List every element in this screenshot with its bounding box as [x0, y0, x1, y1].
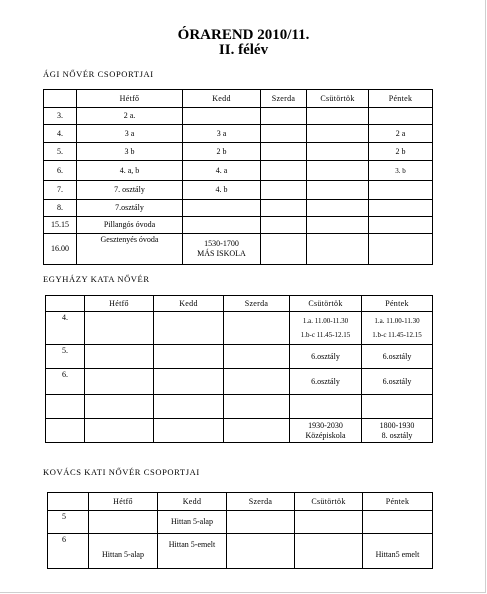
- header-day: Szerda: [227, 493, 295, 511]
- lesson-cell: 1800-1930 8. osztály: [362, 419, 433, 443]
- time-cell: 8.: [44, 200, 77, 217]
- header-day: Kedd: [158, 493, 227, 511]
- lesson-cell: [307, 108, 369, 125]
- lesson-cell: [261, 125, 307, 143]
- lesson-cell: [307, 125, 369, 143]
- lesson-cell: [261, 143, 307, 161]
- lesson-cell: Gesztenyés óvoda: [77, 234, 183, 265]
- lesson-cell: [85, 419, 154, 443]
- lesson-cell: [224, 419, 290, 443]
- section-heading-egyhazy: EGYHÁZY KATA NŐVÉR: [43, 274, 150, 284]
- header-day: Csütörtök: [307, 90, 369, 108]
- header-day: Péntek: [369, 90, 433, 108]
- lesson-cell: [295, 511, 363, 534]
- lesson-cell: [369, 200, 433, 217]
- header-day: Csütörtök: [295, 493, 363, 511]
- header-day: Hétfő: [77, 90, 183, 108]
- table-header-row: [44, 90, 433, 108]
- lesson-cell: [261, 234, 307, 265]
- lesson-cell: [307, 181, 369, 200]
- lesson-cell: [307, 161, 369, 181]
- lesson-cell: [85, 312, 154, 345]
- table-header-row: [46, 296, 433, 312]
- lesson-cell: Hittan 5-alap: [158, 511, 227, 534]
- time-cell: 6: [48, 534, 89, 569]
- document-subtitle: II. félév: [218, 42, 269, 58]
- lesson-cell: Hittan5 emelt: [363, 534, 433, 569]
- lesson-cell: Pillangós óvoda: [77, 217, 183, 234]
- lesson-cell: [85, 369, 154, 395]
- lesson-cell: [307, 143, 369, 161]
- lesson-cell: 3 b: [77, 143, 183, 161]
- lesson-cell: [227, 511, 295, 534]
- lesson-cell: [224, 369, 290, 395]
- lesson-cell: 1530-1700 MÁS ISKOLA: [183, 234, 261, 265]
- lesson-cell: [183, 217, 261, 234]
- lesson-cell: 6.osztály: [290, 345, 362, 369]
- lesson-cell: Hittan 5-emelt: [158, 534, 227, 569]
- table-row: [44, 200, 433, 217]
- lesson-cell: 6.osztály: [362, 369, 433, 395]
- time-cell: 6.: [44, 161, 77, 181]
- header-day: Szerda: [261, 90, 307, 108]
- lesson-cell: 2 a.: [77, 108, 183, 125]
- header-day: Csütörtök: [290, 296, 362, 312]
- lesson-cell: [290, 395, 362, 419]
- table-row: [46, 345, 433, 369]
- header-time: [48, 493, 89, 511]
- lesson-cell: [261, 161, 307, 181]
- time-cell: 6.: [46, 369, 85, 395]
- time-cell: 3.: [44, 108, 77, 125]
- schedule-table-agi: [43, 89, 433, 265]
- schedule-table-egyhazy: [45, 295, 433, 443]
- lesson-cell: [363, 511, 433, 534]
- lesson-cell: 1.a. 11.00-11.30 1.b-c 11.45-12.15: [362, 312, 433, 345]
- lesson-cell: 3. b: [369, 161, 433, 181]
- lesson-cell: [369, 234, 433, 265]
- lesson-cell: [307, 200, 369, 217]
- lesson-cell: 4. a: [183, 161, 261, 181]
- lesson-cell: [224, 345, 290, 369]
- time-cell: 5: [48, 511, 89, 534]
- lesson-cell: [183, 108, 261, 125]
- time-cell: 7.: [44, 181, 77, 200]
- lesson-cell: Hittan 5-alap: [89, 534, 158, 569]
- document-title: ÓRAREND 2010/11.: [177, 27, 310, 43]
- lesson-cell: [154, 345, 224, 369]
- lesson-cell: [362, 395, 433, 419]
- time-cell: 5.: [44, 143, 77, 161]
- lesson-cell: 4. b: [183, 181, 261, 200]
- table-row: [48, 511, 433, 534]
- lesson-cell: 1.a. 11.00-11.30 1.b-c 11.45-12.15: [290, 312, 362, 345]
- time-cell: 5.: [46, 345, 85, 369]
- table-row: [44, 125, 433, 143]
- section-heading-agi: ÁGI NŐVÉR CSOPORTJAI: [43, 69, 154, 79]
- time-cell: 4.: [44, 125, 77, 143]
- lesson-cell: 2 b: [369, 143, 433, 161]
- lesson-cell: [369, 217, 433, 234]
- schedule-table-kovacs: [47, 492, 433, 569]
- table-row: [46, 369, 433, 395]
- header-day: Szerda: [224, 296, 290, 312]
- lesson-cell: [261, 108, 307, 125]
- lesson-cell: 2 b: [183, 143, 261, 161]
- header-day: Hétfő: [85, 296, 154, 312]
- time-cell: [46, 419, 85, 443]
- time-cell: 4.: [46, 312, 85, 345]
- table-row: [44, 181, 433, 200]
- table-row: [46, 419, 433, 443]
- lesson-cell: [154, 419, 224, 443]
- time-cell: [46, 395, 85, 419]
- table-row: [46, 312, 433, 345]
- lesson-cell: 7.osztály: [77, 200, 183, 217]
- lesson-cell: [183, 200, 261, 217]
- lesson-cell: [227, 534, 295, 569]
- time-cell: 15.15: [44, 217, 77, 234]
- lesson-cell: [154, 312, 224, 345]
- lesson-cell: [295, 534, 363, 569]
- table-row: [46, 395, 433, 419]
- lesson-cell: 2 a: [369, 125, 433, 143]
- lesson-cell: 6.osztály: [362, 345, 433, 369]
- lesson-cell: [89, 511, 158, 534]
- header-day: Péntek: [362, 296, 433, 312]
- lesson-cell: 7. osztály: [77, 181, 183, 200]
- header-day: Kedd: [183, 90, 261, 108]
- lesson-cell: [261, 181, 307, 200]
- lesson-cell: 3 a: [77, 125, 183, 143]
- lesson-cell: [85, 395, 154, 419]
- header-time: [44, 90, 77, 108]
- lesson-cell: [307, 217, 369, 234]
- header-day: Péntek: [363, 493, 433, 511]
- table-row: [44, 108, 433, 125]
- table-row: [48, 534, 433, 569]
- lesson-cell: [261, 217, 307, 234]
- lesson-cell: [154, 369, 224, 395]
- table-row: [44, 234, 433, 265]
- lesson-cell: [85, 345, 154, 369]
- header-day: Hétfő: [89, 493, 158, 511]
- table-row: [44, 161, 433, 181]
- table-row: [44, 143, 433, 161]
- header-day: Kedd: [154, 296, 224, 312]
- section-heading-kovacs: KOVÁCS KATI NŐVÉR CSOPORTJAI: [43, 467, 200, 477]
- table-row: [44, 217, 433, 234]
- lesson-cell: [369, 181, 433, 200]
- header-time: [46, 296, 85, 312]
- lesson-cell: [307, 234, 369, 265]
- lesson-cell: [154, 395, 224, 419]
- time-cell: 16.00: [44, 234, 77, 265]
- lesson-cell: 3 a: [183, 125, 261, 143]
- lesson-cell: 6.osztály: [290, 369, 362, 395]
- table-header-row: [48, 493, 433, 511]
- lesson-cell: [224, 395, 290, 419]
- lesson-cell: [261, 200, 307, 217]
- lesson-cell: [369, 108, 433, 125]
- lesson-cell: [224, 312, 290, 345]
- lesson-cell: 1930-2030 Középiskola: [290, 419, 362, 443]
- lesson-cell: 4. a, b: [77, 161, 183, 181]
